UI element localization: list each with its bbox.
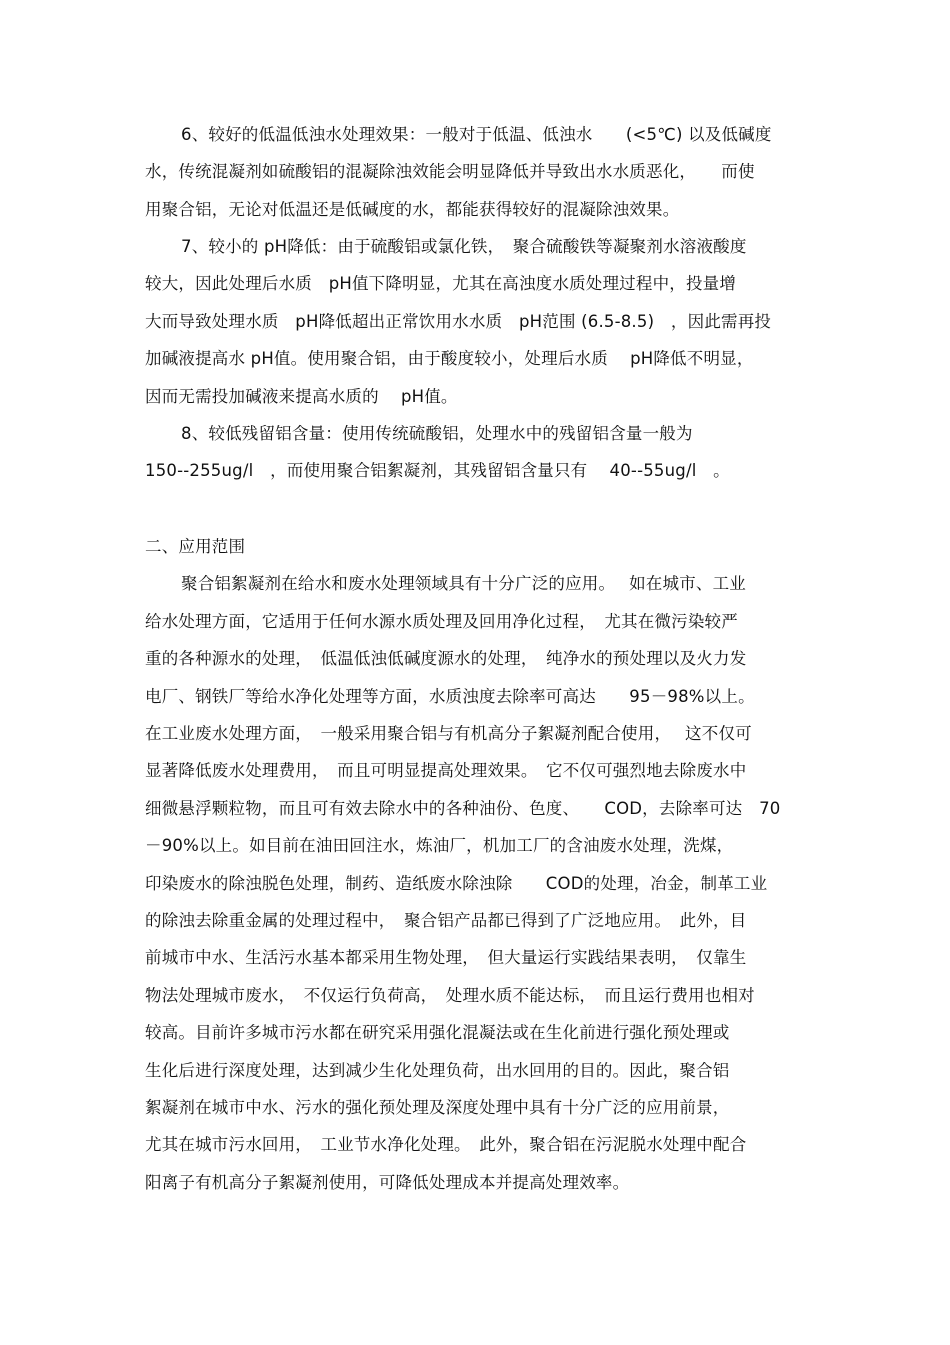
- paragraph-8-line-1: 8、较低残留铝含量：使用传统硫酸铝，处理水中的残留铝含量一般为: [181, 424, 693, 443]
- paragraph-7-line-3: 大而导致处理水质 pH降低超出正常饮用水水质 pH范围 (6.5-8.5) ，因此需再投: [145, 312, 772, 331]
- paragraph-7-line-5: 因而无需投加碱液来提高水质的 pH值。: [145, 387, 458, 406]
- paragraph-7-line-4: 加碱液提高水 pH值。使用聚合铝，由于酸度较小，处理后水质 pH降低不明显，: [145, 349, 754, 368]
- section-body-line-13: 较高。目前许多城市污水都在研究采用强化混凝法或在生化前进行强化预处理或: [145, 1023, 730, 1042]
- section-body-line-3: 重的各种源水的处理， 低温低浊低碱度源水的处理， 纯净水的预处理以及火力发: [145, 649, 747, 668]
- section-body-line-2: 给水处理方面，它适用于任何水源水质处理及回用净化过程， 尤其在微污染较严: [145, 612, 738, 631]
- section-body-line-14: 生化后进行深度处理，达到减少生化处理负荷，出水回用的目的。因此，聚合铝: [145, 1061, 730, 1080]
- section-body-line-1: 聚合铝絮凝剂在给水和废水处理领域具有十分广泛的应用。 如在城市、工业: [181, 574, 746, 593]
- paragraph-6-line-3: 用聚合铝，无论对低温还是低碱度的水，都能获得较好的混凝除浊效果。: [145, 200, 680, 219]
- section-body-line-5: 在工业废水处理方面， 一般采用聚合铝与有机高分子絮凝剂配合使用， 这不仅可: [145, 724, 752, 743]
- paragraph-6-line-1: 6、较好的低温低浊水处理效果：一般对于低温、低浊水 (<5℃) 以及低碱度: [181, 125, 772, 144]
- section-heading: 二、应用范围: [145, 537, 246, 556]
- section-body-line-17: 阳离子有机高分子絮凝剂使用，可降低处理成本并提高处理效率。: [145, 1173, 630, 1192]
- section-body-line-16: 尤其在城市污水回用， 工业节水净化处理。 此外，聚合铝在污泥脱水处理中配合: [145, 1135, 747, 1154]
- section-body-line-7: 细微悬浮颗粒物，而且可有效去除水中的各种油份、色度、 COD，去除率可达 70: [145, 799, 781, 818]
- paragraph-7-line-2: 较大，因此处理后水质 pH值下降明显，尤其在高浊度水质处理过程中，投量增: [145, 274, 737, 293]
- paragraph-8-line-2: 150--255ug/l ，而使用聚合铝絮凝剂，其残留铝含量只有 40--55ug/l 。: [145, 461, 730, 480]
- section-body-line-11: 前城市中水、生活污水基本都采用生物处理， 但大量运行实践结果表明， 仅靠生: [145, 948, 747, 967]
- section-body-line-4: 电厂、钢铁厂等给水净化处理等方面，水质浊度去除率可高达 95－98%以上。: [145, 687, 755, 706]
- section-body-line-9: 印染废水的除浊脱色处理，制药、造纸废水除浊除 COD的处理，冶金，制革工业: [145, 874, 768, 893]
- section-body-line-8: －90%以上。如目前在油田回注水，炼油厂，机加工厂的含油废水处理，洗煤，: [145, 836, 734, 855]
- section-body-line-6: 显著降低废水处理费用， 而且可明显提高处理效果。 它不仅可强烈地去除废水中: [145, 761, 747, 780]
- section-body-line-15: 絮凝剂在城市中水、污水的强化预处理及深度处理中具有十分广泛的应用前景，: [145, 1098, 730, 1117]
- section-body-line-10: 的除浊去除重金属的处理过程中， 聚合铝产品都已得到了广泛地应用。 此外，目: [145, 911, 747, 930]
- paragraph-7-line-1: 7、较小的 pH降低：由于硫酸铝或氯化铁， 聚合硫酸铁等凝聚剂水溶液酸度: [181, 237, 747, 256]
- section-body-line-12: 物法处理城市废水， 不仅运行负荷高， 处理水质不能达标， 而且运行费用也相对: [145, 986, 755, 1005]
- paragraph-6-line-2: 水，传统混凝剂如硫酸铝的混凝除浊效能会明显降低并导致出水水质恶化， 而使: [145, 162, 755, 181]
